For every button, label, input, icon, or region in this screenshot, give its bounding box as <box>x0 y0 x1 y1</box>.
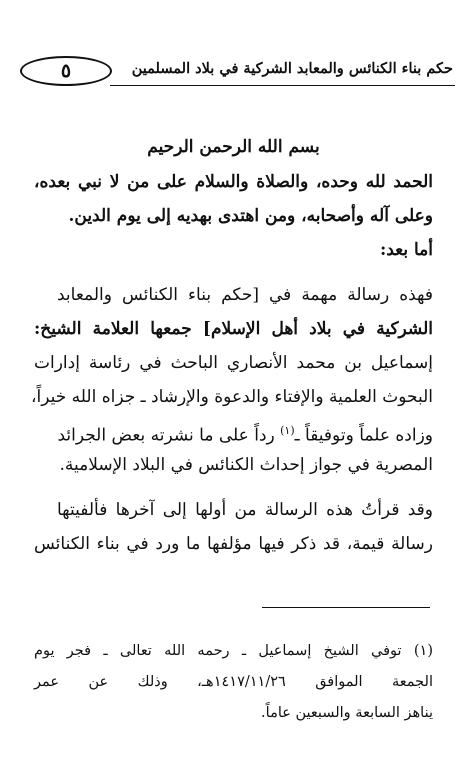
footnote-line-2: الجمعة الموافق ١٤١٧/١١/٢٦هـ، وذلك عن عمر <box>34 674 433 690</box>
body-line-8-end: رداً على ما نشرته بعض الجرائد <box>57 425 275 446</box>
running-header <box>14 56 455 90</box>
header-rule <box>110 85 455 86</box>
footnote-reference: (١) <box>280 424 295 437</box>
body-line-10: وقد قرأتُ هذه الرسالة من أولها إلى آخرها فألفيتها <box>57 500 433 520</box>
body-line-8-start: وزاده علماً وتوفيقاً ـ <box>294 425 433 446</box>
running-header-title: حكم بناء الكنائس والمعابد الشركية في بلاد المسلمين <box>131 60 453 77</box>
body-line-1: الحمد لله وحده، والصلاة والسلام على من لا نبي بعده، <box>34 172 433 192</box>
page-number-text: ٥ <box>60 60 72 82</box>
footnote-line-3: يناهز السابعة والسبعين عاماً. <box>261 705 433 721</box>
footnote-line-1: (١) توفي الشيخ إسماعيل ـ رحمه الله تعالى ـ فجر يوم <box>34 643 433 659</box>
body-line-3: أما بعد: <box>379 240 433 260</box>
body-line-8 <box>34 418 433 449</box>
body-line-6: إسماعيل بن محمد الأنصاري الباحث في رئاسة إدارات <box>34 353 433 373</box>
body-line-5-text: الشركية في بلاد أهل الإسلام] جمعها العلامة الشيخ: <box>34 319 433 339</box>
body-line-11: رسالة قيمة، قد ذكر فيها مؤلفها ما ورد في بناء الكنائس <box>34 534 433 554</box>
page-number <box>20 56 112 86</box>
body-line-5 <box>34 316 433 342</box>
basmala: بسم الله الرحمن الرحيم <box>147 137 320 157</box>
body-line-2: وعلى آله وأصحابه، ومن اهتدى بهديه إلى يوم الدين. <box>68 206 433 226</box>
footnote-separator <box>262 607 430 608</box>
body-line-7: البحوث العلمية والإفتاء والدعوة والإرشاد ـ جزاه الله خيراً، <box>31 387 433 407</box>
body-line-4: فهذه رسالة مهمة في [حكم بناء الكنائس والمعابد <box>57 285 433 305</box>
body-line-9: المصرية في جواز إحداث الكنائس في البلاد الإسلامية. <box>59 455 433 475</box>
